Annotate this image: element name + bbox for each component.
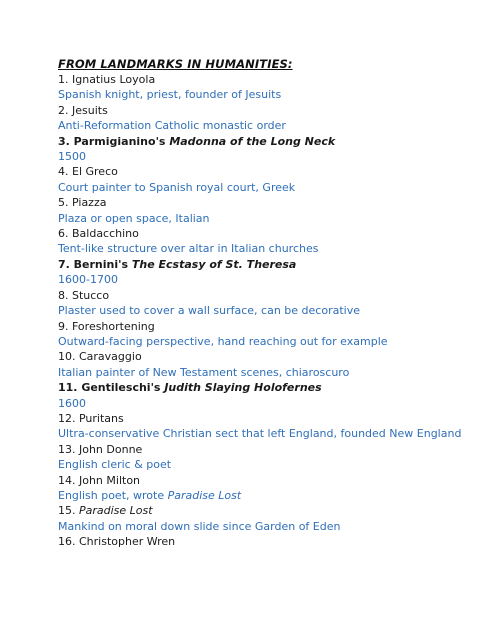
artwork-title: The Ecstasy of St. Theresa — [131, 257, 297, 271]
entry-13 — [58, 442, 478, 473]
term-prefix: 7. Bernini's — [58, 257, 132, 271]
entry-15 — [58, 503, 478, 534]
entry-term: 10. Caravaggio — [58, 350, 142, 364]
entry-9 — [58, 319, 478, 350]
term-prefix: 15. — [58, 504, 79, 518]
entry-16 — [58, 534, 478, 549]
entry-definition: Tent-like structure over altar in Italian churches — [58, 242, 319, 256]
entry-term: 12. Puritans — [58, 411, 124, 425]
term-prefix: 3. Parmigianino's — [58, 134, 170, 148]
entry-6 — [58, 226, 478, 257]
entry-term — [58, 380, 478, 395]
entry-2 — [58, 103, 478, 134]
work-title: Paradise Lost — [167, 488, 242, 502]
entry-3 — [58, 134, 478, 165]
entry-term — [58, 257, 478, 272]
entry-12 — [58, 411, 478, 442]
entry-definition: Outward-facing perspective, hand reaching out for example — [58, 334, 388, 348]
entry-definition: Mankind on moral down slide since Garden of Eden — [58, 519, 341, 533]
entry-definition: 1500 — [58, 150, 86, 164]
page-heading: FROM LANDMARKS IN HUMANITIES: — [58, 57, 293, 71]
entry-1 — [58, 72, 478, 103]
entry-4 — [58, 164, 478, 195]
artwork-title: Judith Slaying Holofernes — [164, 381, 322, 395]
entry-definition: Anti-Reformation Catholic monastic order — [58, 119, 286, 133]
entry-5 — [58, 195, 478, 226]
entry-definition: Spanish knight, priest, founder of Jesuits — [58, 88, 282, 102]
entry-definition — [58, 488, 478, 503]
entry-term: 4. El Greco — [58, 165, 118, 179]
entry-11 — [58, 380, 478, 411]
entry-8 — [58, 288, 478, 319]
term-prefix: 11. Gentileschi's — [58, 381, 165, 395]
entry-definition: Italian painter of New Testament scenes, chiaroscuro — [58, 365, 350, 379]
entry-term: 1. Ignatius Loyola — [58, 73, 156, 86]
entry-10 — [58, 349, 478, 380]
document-page — [58, 56, 478, 550]
artwork-title: Madonna of the Long Neck — [169, 134, 336, 148]
entry-7 — [58, 257, 478, 288]
entry-definition: Court painter to Spanish royal court, Greek — [58, 180, 296, 194]
entry-term — [58, 503, 478, 518]
definition-prefix: English poet, wrote — [58, 488, 168, 502]
entry-definition: Plaster used to cover a wall surface, can be decorative — [58, 304, 360, 318]
entry-term — [58, 134, 478, 149]
entry-definition: 1600 — [58, 396, 86, 410]
entry-term: 13. John Donne — [58, 442, 143, 456]
entry-term: 2. Jesuits — [58, 103, 108, 117]
entry-term: 14. John Milton — [58, 473, 141, 487]
entry-definition: Plaza or open space, Italian — [58, 211, 210, 225]
entry-14 — [58, 473, 478, 504]
work-title: Paradise Lost — [79, 504, 153, 518]
entry-term: 5. Piazza — [58, 196, 107, 210]
entry-definition: Ultra-conservative Christian sect that left England, founded New England — [58, 427, 462, 441]
entry-term: 8. Stucco — [58, 288, 110, 302]
entry-term: 9. Foreshortening — [58, 319, 155, 333]
entry-definition: 1600-1700 — [58, 273, 118, 287]
entry-definition: English cleric & poet — [58, 458, 172, 472]
entry-term: 6. Baldacchino — [58, 227, 139, 241]
entry-term: 16. Christopher Wren — [58, 535, 176, 549]
